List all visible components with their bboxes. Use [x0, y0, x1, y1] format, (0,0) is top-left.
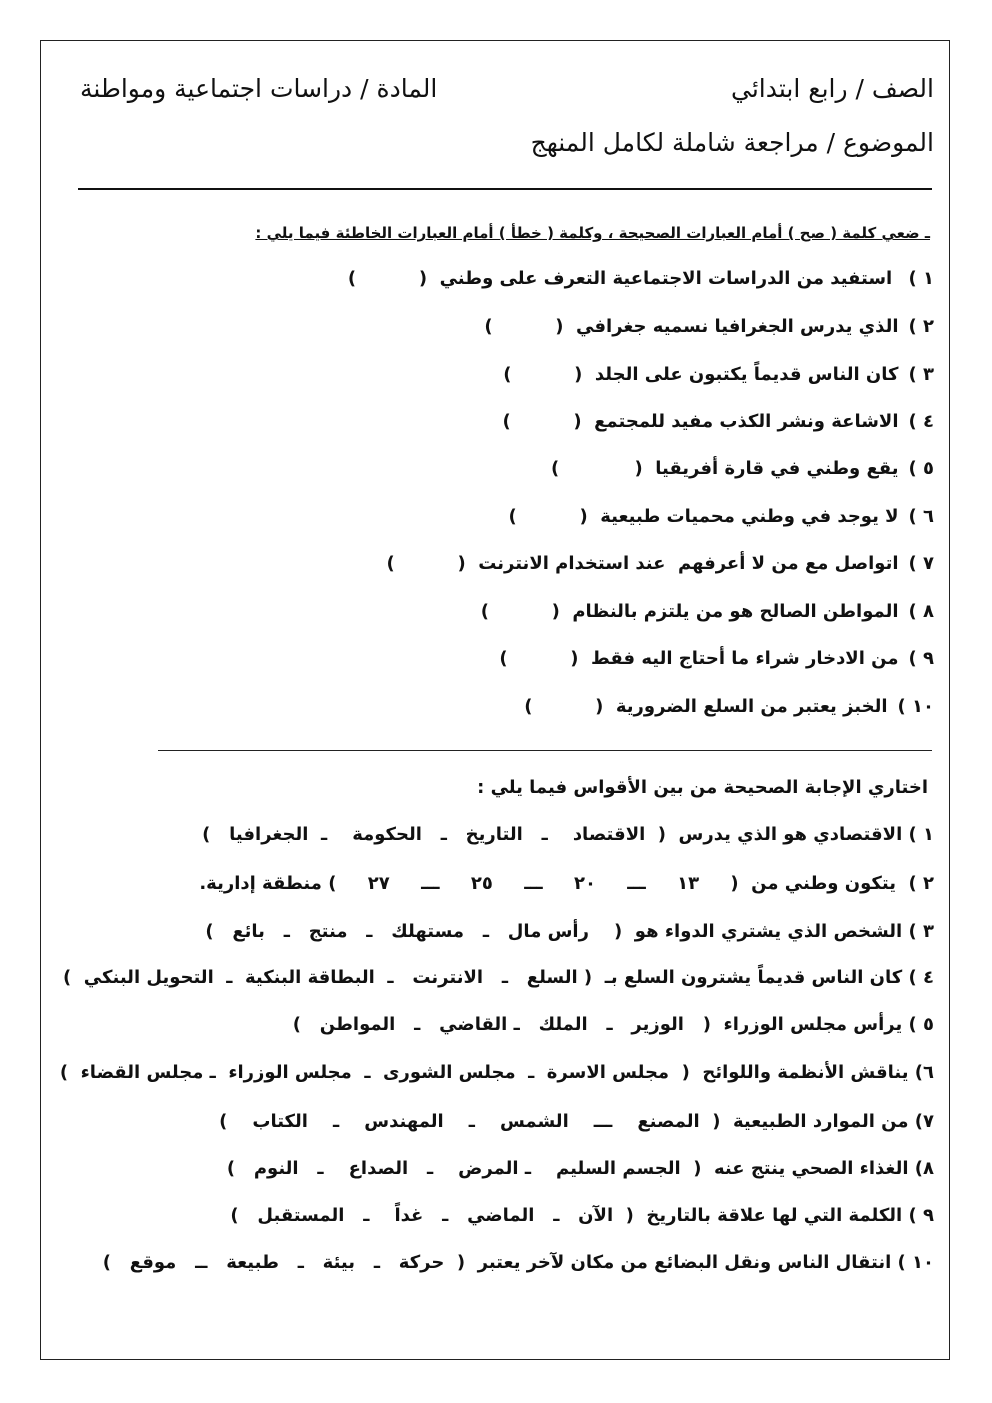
section-divider — [158, 750, 932, 751]
mc-item-9: ٩ ) الكلمة التي لها علاقة بالتاريخ ( الآن ـ الماضي ـ غداً ـ المستقبل ) — [230, 1205, 934, 1226]
tf-item-6: ٦ )لا يوجد في وطني محميات طبيعية ( ) — [508, 506, 934, 527]
tf-item-2: ٢ )الذي يدرس الجغرافيا نسميه جغرافي ( ) — [484, 316, 934, 337]
mc-item-6: ٦) يناقش الأنظمة واللوائح ( مجلس الاسرة ـ مجلس الشورى ـ مجلس الوزراء ـ مجلس القضاء ) — [59, 1062, 934, 1083]
mc-item-1: ١ ) الاقتصادي هو الذي يدرس ( الاقتصاد ـ التاريخ ـ الحكومة ـ الجغرافيا ) — [202, 824, 934, 845]
tf-item-8: ٨ )المواطن الصالح هو من يلتزم بالنظام ( ) — [480, 601, 934, 622]
grade-label: الصف / رابع ابتدائي — [731, 73, 934, 103]
mc-item-3: ٣ ) الشخص الذي يشتري الدواء هو ( رأس مال ـ مستهلك ـ منتج ـ بائع ) — [205, 921, 934, 942]
mc-item-8: ٨) الغذاء الصحي ينتج عنه ( الجسم السليم ـ المرض ـ الصداع ـ النوم ) — [226, 1158, 934, 1179]
mc-item-5: ٥ ) يرأس مجلس الوزراء ( الوزير ـ الملك ـ القاضي ـ المواطن ) — [292, 1014, 934, 1035]
mc-item-4: ٤ ) كان الناس قديماً يشترون السلع بـ ( السلع ـ الانترنت ـ البطاقة البنكية ـ التحويل البنكي ) — [63, 967, 934, 988]
section1-instruction: ـ ضعي كلمة ( صح ) أمام العبارات الصحيحة ، وكلمة ( خطأ ) أمام العبارات الخاطئة فيما يلي : — [255, 224, 930, 242]
tf-item-7: ٧ )اتواصل مع من لا أعرفهم عند استخدام الانترنت ( ) — [386, 553, 934, 574]
subject-label: المادة / دراسات اجتماعية ومواطنة — [80, 73, 438, 103]
tf-item-10: ١٠ )الخبز يعتبر من السلع الضرورية ( ) — [524, 696, 934, 717]
tf-item-3: ٣ )كان الناس قديماً يكتبون على الجلد ( ) — [503, 364, 934, 385]
mc-item-2: ٢ ) يتكون وطني من ( ١٣ ـــ ٢٠ ـــ ٢٥ ـــ ٢٧ ) منطقة إدارية. — [199, 873, 934, 894]
tf-item-4: ٤ )الاشاعة ونشر الكذب مفيد للمجتمع ( ) — [502, 411, 934, 432]
header-row — [80, 70, 934, 106]
tf-item-1: ١ ) استفيد من الدراسات الاجتماعية التعرف على وطني ( ) — [347, 268, 934, 289]
mc-item-7: ٧) من الموارد الطبيعية ( المصنع ـــ الشمس ـ المهندس ـ الكتاب ) — [219, 1111, 934, 1132]
section2-instruction: اختاري الإجابة الصحيحة من بين الأقواس فيما يلي : — [477, 777, 928, 798]
tf-item-9: ٩ )من الادخار شراء ما أحتاج اليه فقط ( ) — [499, 648, 934, 669]
header-divider — [78, 188, 932, 190]
tf-item-5: ٥ )يقع وطني في قارة أفريقيا ( ) — [551, 458, 934, 479]
topic-label: الموضوع / مراجعة شاملة لكامل المنهج — [530, 128, 934, 157]
mc-item-10: ١٠ ) انتقال الناس ونقل البضائع من مكان لآخر يعتبر ( حركة ـ بيئة ـ طبيعة ــ موقع ) — [102, 1252, 934, 1273]
